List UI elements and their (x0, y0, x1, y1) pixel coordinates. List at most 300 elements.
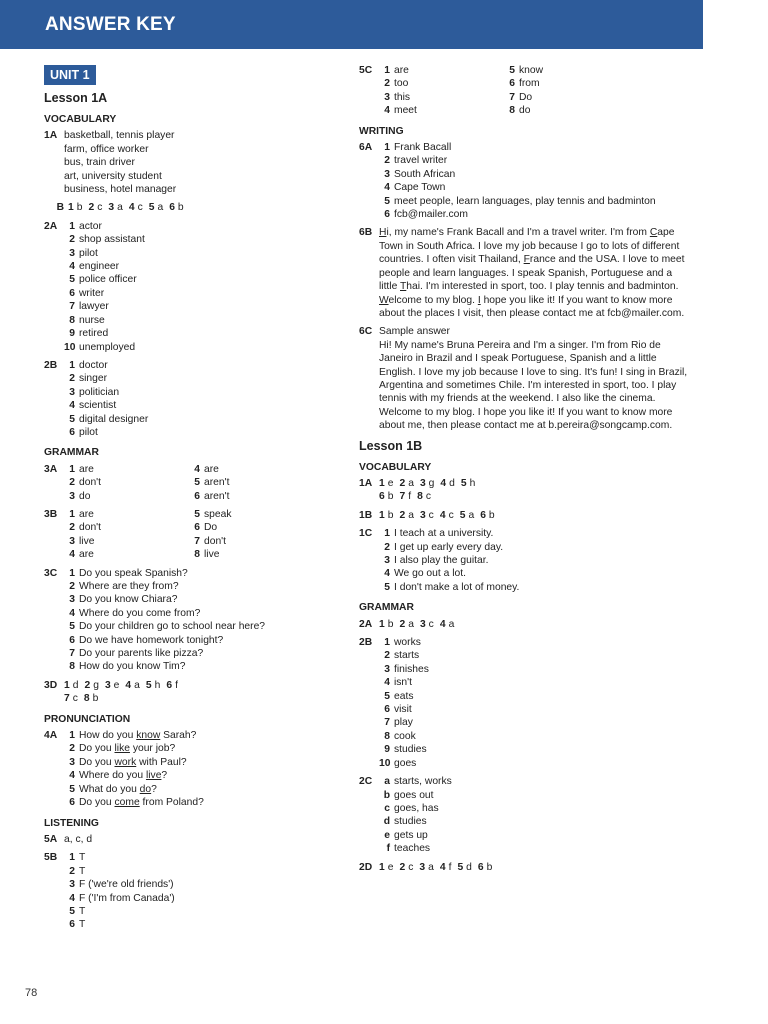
answer-item (379, 636, 689, 649)
capital-letter: H (379, 227, 387, 239)
item-text: a (408, 618, 414, 630)
stressed-word: come (114, 797, 140, 809)
answer-item (64, 607, 344, 620)
answer-pair (108, 202, 122, 213)
answer-item (379, 567, 689, 580)
exercise-body (379, 325, 689, 432)
answer-item (64, 593, 344, 606)
item-text: play (394, 717, 413, 729)
answer-pair (399, 491, 411, 502)
item-number: 4 (194, 463, 200, 475)
item-number: 1 (384, 142, 390, 154)
exercise-body (64, 129, 344, 196)
answer-item (379, 141, 689, 154)
answer-pairs (379, 509, 689, 522)
exercise-label: 2A (359, 618, 373, 630)
answer-pairs (379, 477, 689, 490)
item-text: goes, has (394, 802, 439, 814)
answer-grid (64, 463, 344, 503)
answer-item (379, 64, 504, 77)
item-number: 8 (194, 549, 200, 561)
exercise-body (64, 833, 344, 846)
exercise-label: 3B (44, 508, 58, 520)
lesson-title: Lesson 1A (44, 91, 108, 105)
item-text: aren't (204, 490, 230, 502)
item-text: starts (394, 650, 420, 662)
item-text: don't (204, 535, 227, 547)
item-text: e (387, 861, 394, 873)
item-text: unemployed (79, 341, 136, 353)
item-text: g (428, 477, 435, 489)
answer-pair (379, 510, 393, 521)
item-number: 1 (69, 463, 75, 475)
item-number: 5 (194, 508, 200, 520)
answer-item (379, 168, 689, 181)
item-text (79, 742, 344, 755)
answer-item (64, 548, 189, 561)
answer-pair (461, 478, 475, 489)
item-number: 2 (69, 234, 75, 246)
answer-item (64, 535, 189, 548)
answer-item (379, 91, 504, 104)
item-number: 4 (440, 477, 447, 489)
item-number: 8 (69, 314, 75, 326)
item-text: South African (394, 168, 456, 180)
item-number: 2 (69, 743, 75, 755)
answer-item (379, 815, 689, 828)
item-number: 4 (384, 568, 390, 580)
exercise-label: 3A (44, 463, 58, 475)
exercise-2b (359, 636, 689, 770)
item-text: b (486, 861, 493, 873)
exercise-6b (359, 226, 689, 320)
item-text: a (134, 679, 140, 691)
item-number: 3 (69, 386, 75, 398)
exercise-body (68, 201, 344, 214)
answer-item (379, 789, 689, 802)
exercise-body (379, 226, 689, 320)
item-number: 9 (69, 328, 75, 340)
answer-line: art, university student (64, 170, 162, 182)
answer-pair (379, 478, 393, 489)
item-number: 5 (69, 905, 75, 917)
item-number: 6 (69, 287, 75, 299)
item-text: works (394, 637, 421, 649)
text-part: Do you (79, 756, 115, 768)
exercise-4a (44, 729, 344, 809)
item-text: a (448, 618, 455, 630)
text-part: with Paul? (136, 756, 187, 768)
item-number: b (383, 789, 390, 801)
text-part: elcome to my blog. (388, 294, 478, 306)
item-text: I get up early every day. (394, 541, 504, 553)
capital-letter: C (649, 227, 658, 239)
item-text: b (387, 509, 394, 521)
item-text: Do we have homework tonight? (79, 634, 224, 646)
exercise-body (64, 567, 344, 674)
item-number: 3 (69, 535, 75, 547)
item-number: 2 (69, 865, 75, 877)
item-text: T (79, 865, 86, 877)
answer-item (379, 842, 689, 855)
answer-item (379, 649, 689, 662)
item-number: 9 (384, 744, 390, 756)
item-number: 3 (419, 861, 426, 873)
item-text: F ('I'm from Canada') (79, 892, 175, 904)
item-number: c (384, 802, 390, 814)
item-text: are (79, 508, 94, 520)
answer-item (64, 660, 344, 673)
exercise-body (379, 509, 689, 522)
item-text: g (93, 679, 99, 691)
exercise-label: 4A (44, 730, 58, 742)
answer-pair (88, 202, 102, 213)
item-text (79, 729, 344, 742)
item-number: 2 (84, 679, 91, 691)
answer-item (189, 476, 344, 489)
answer-item (379, 663, 689, 676)
exercise-body (379, 477, 689, 504)
item-text: a (408, 509, 414, 521)
exercise-body (379, 141, 689, 221)
item-text: T (79, 852, 86, 864)
item-text (79, 783, 344, 796)
text-part: Where do you (79, 770, 146, 782)
item-text: nurse (79, 314, 105, 326)
item-text: Where do you come from? (79, 607, 201, 619)
answer-item (64, 521, 189, 534)
item-text: T (79, 919, 86, 931)
answer-pair (399, 478, 413, 489)
exercise-1c (359, 527, 689, 594)
answer-pair (84, 680, 98, 691)
item-text: We go out a lot. (394, 568, 466, 580)
item-number: 2 (384, 78, 390, 90)
item-text: gets up (394, 829, 428, 841)
answer-pair (417, 491, 431, 502)
exercise-5b (44, 851, 344, 931)
answer-pair (420, 478, 434, 489)
item-text: live (204, 549, 220, 561)
answer-item (379, 195, 689, 208)
answer-item (64, 892, 344, 905)
answer-item (64, 634, 344, 647)
exercise-label: 1A (44, 130, 58, 142)
answer-item (64, 220, 344, 233)
item-number: 4 (69, 770, 75, 782)
item-text: a (428, 861, 434, 873)
answer-pair (457, 862, 471, 873)
exercise-1a (359, 477, 689, 504)
answer-item (64, 580, 344, 593)
item-text: speak (204, 508, 232, 520)
answer-item (379, 690, 689, 703)
section-title: VOCABULARY (359, 461, 432, 473)
item-number: 10 (379, 757, 391, 769)
item-text: are (79, 463, 94, 475)
stressed-word: know (136, 730, 161, 742)
exercise-label: 5A (44, 833, 58, 845)
exercise-label: 2B (44, 359, 58, 371)
item-number: 6 (384, 704, 390, 716)
answer-pair (379, 619, 393, 630)
answer-item (504, 104, 689, 117)
item-number: 2 (69, 477, 75, 489)
answer-line: a, c, d (64, 833, 93, 845)
item-number: 2 (69, 522, 75, 534)
exercise-label: 2B (359, 637, 373, 649)
item-text: Cape Town (394, 182, 446, 194)
item-text: b (92, 693, 99, 705)
item-number: 5 (69, 783, 75, 795)
capital-letter: F (523, 254, 530, 266)
text-part: rance and the USA. I love to meet people and learn languages. I speak Spanish, Portuguese and a little (379, 254, 685, 293)
item-text: a (468, 509, 475, 521)
unit-badge: UNIT 1 (44, 65, 96, 85)
item-number: 5 (69, 413, 75, 425)
item-text: c (72, 693, 78, 705)
item-text: F ('we're old friends') (79, 879, 174, 891)
item-number: 4 (69, 261, 75, 273)
answer-item (379, 77, 504, 90)
item-number: 1 (384, 65, 390, 76)
right-column (359, 64, 689, 879)
item-text: too (394, 78, 409, 90)
item-text: do (519, 105, 531, 117)
item-text: visit (394, 704, 412, 716)
answer-pair (68, 202, 82, 213)
item-text: b (488, 509, 495, 521)
item-number: 3 (69, 594, 75, 606)
answer-item (379, 743, 689, 756)
item-text: Do your parents like pizza? (79, 648, 204, 660)
capital-letter: W (379, 294, 389, 306)
answer-item (379, 829, 689, 842)
answer-item (64, 359, 344, 372)
item-number: 5 (459, 509, 466, 521)
item-text: meet people, learn languages, play tennis and badminton (394, 195, 656, 207)
item-text: b (76, 202, 83, 214)
item-number: 4 (384, 677, 390, 689)
item-number: 3 (419, 477, 426, 489)
item-text: Do you know Chiara? (79, 594, 178, 606)
item-text: don't (79, 477, 102, 489)
stressed-word: do (139, 783, 152, 795)
answer-item (379, 730, 689, 743)
item-text: pilot (79, 426, 98, 438)
item-number: 1 (69, 852, 75, 864)
answer-item (64, 341, 344, 354)
answer-item (64, 796, 344, 809)
item-text: d (449, 477, 455, 489)
item-text: teaches (394, 843, 431, 855)
item-number: 6 (509, 78, 515, 90)
item-text: do (79, 490, 91, 502)
answer-pair (399, 510, 413, 521)
item-number: 8 (69, 661, 75, 673)
item-number: a (384, 776, 390, 788)
capital-letter: T (400, 281, 407, 293)
answer-item (64, 878, 344, 891)
answer-pair (440, 619, 454, 630)
answer-pair (460, 510, 474, 521)
item-text: doctor (79, 359, 108, 371)
item-number: 1 (384, 637, 390, 649)
answer-pair (440, 510, 454, 521)
answer-pairs (379, 618, 689, 631)
exercise-2b (44, 359, 344, 439)
answer-line: Sample answer (379, 326, 450, 338)
item-number: 7 (509, 91, 515, 103)
item-number: 2 (88, 202, 95, 214)
item-number: 4 (128, 202, 135, 214)
item-text (79, 796, 344, 809)
item-text: aren't (204, 477, 230, 489)
item-number: 1 (69, 730, 75, 742)
item-text: retired (79, 328, 109, 340)
item-number: 8 (417, 491, 423, 503)
item-number: 2 (69, 581, 75, 592)
item-text: are (204, 463, 219, 475)
exercise-label: 5C (359, 65, 373, 76)
item-number: 1 (69, 567, 75, 579)
answer-item (504, 64, 689, 77)
answer-pairs (68, 201, 344, 214)
item-number: 4 (69, 400, 75, 412)
item-number: 2 (384, 541, 390, 553)
item-number: 4 (384, 105, 390, 117)
item-number: 3 (384, 555, 390, 566)
answer-item (64, 756, 344, 769)
item-text: c (428, 618, 434, 630)
exercise-3b (44, 508, 344, 562)
item-number: 1 (379, 861, 385, 873)
exercise-3d (44, 679, 344, 706)
item-number: 4 (69, 892, 75, 904)
item-number: 8 (384, 730, 390, 742)
answer-pair (149, 202, 163, 213)
item-number: 7 (69, 301, 75, 313)
answer-item (379, 104, 504, 117)
item-number: 6 (69, 426, 75, 438)
exercise-label: 1B (359, 509, 373, 521)
item-number: 6 (69, 634, 75, 646)
answer-pair (64, 680, 78, 691)
answer-pair (478, 862, 492, 873)
exercise-1b (359, 509, 689, 522)
item-number: 1 (379, 477, 385, 489)
item-number: 7 (194, 535, 200, 547)
item-number: 3 (384, 168, 390, 180)
item-number: 4 (439, 509, 446, 521)
item-number: e (384, 829, 390, 841)
item-number: 1 (69, 359, 75, 371)
item-number: 3 (69, 756, 75, 768)
text-part: hai. I'm interested in sport, too. I play tennis and badminton. (406, 281, 679, 293)
item-text: c (97, 202, 103, 214)
item-text: starts, works (394, 776, 452, 788)
answer-item (64, 905, 344, 918)
answer-item (379, 716, 689, 729)
answer-item (64, 300, 344, 313)
answer-item (504, 77, 689, 90)
answer-item (379, 154, 689, 167)
answer-pair (440, 478, 454, 489)
answer-item (379, 775, 689, 788)
item-number: 3 (384, 663, 390, 675)
item-number: 5 (148, 202, 155, 214)
exercise-body (64, 220, 344, 354)
item-text: writer (79, 287, 105, 299)
answer-item (379, 676, 689, 689)
answer-pair (129, 202, 143, 213)
item-text: I teach at a university. (394, 528, 494, 540)
answer-pair (379, 491, 393, 502)
item-number: 5 (460, 477, 467, 489)
item-text: h (154, 679, 161, 691)
item-number: f (386, 843, 390, 855)
answer-item (64, 918, 344, 931)
item-text: c (408, 861, 414, 873)
text-part: Do you (79, 743, 115, 755)
item-number: 7 (64, 693, 70, 705)
answer-line: business, hotel manager (64, 184, 177, 196)
item-text: f (448, 861, 452, 873)
item-text: Frank Bacall (394, 142, 452, 154)
answer-item (64, 399, 344, 412)
item-text: c (448, 509, 454, 521)
answer-line: farm, office worker (64, 143, 149, 155)
item-text: a (408, 477, 414, 489)
item-number: 1 (379, 509, 385, 521)
exercise-2a (44, 220, 344, 354)
answer-item (64, 413, 344, 426)
text-part: What do you (79, 783, 140, 795)
text-part: from Poland? (139, 797, 204, 809)
answer-pair (420, 619, 434, 630)
answer-item (64, 260, 344, 273)
exercise-label: 2D (359, 861, 373, 873)
item-text: studies (394, 744, 427, 756)
item-text: I also play the guitar. (394, 555, 489, 566)
item-text: engineer (79, 261, 120, 273)
section-title: LISTENING (44, 817, 99, 829)
answer-item (64, 233, 344, 246)
item-number: 6 (379, 491, 385, 503)
exercise-label: B (56, 202, 64, 214)
answer-item (64, 490, 189, 503)
answer-item (64, 476, 189, 489)
answer-item (64, 769, 344, 782)
item-number: 2 (69, 373, 75, 385)
item-text: h (469, 477, 476, 489)
exercise-label: 6A (359, 142, 373, 154)
item-number: 3 (69, 247, 75, 259)
answer-pair (169, 202, 183, 213)
exercise-1b (44, 201, 344, 214)
text-part: Do you (79, 797, 115, 809)
item-number: 2 (384, 155, 390, 167)
item-number: 7 (69, 648, 75, 660)
item-number: 6 (69, 797, 75, 809)
item-number: 6 (477, 861, 484, 873)
answer-item (64, 463, 189, 476)
item-text: shop assistant (79, 234, 145, 246)
item-number: 5 (384, 581, 390, 593)
item-text: e (113, 679, 120, 691)
item-number: 6 (169, 202, 175, 214)
text-part: i, my name's Frank Bacall and I'm a travel writer. I'm from (386, 227, 650, 239)
